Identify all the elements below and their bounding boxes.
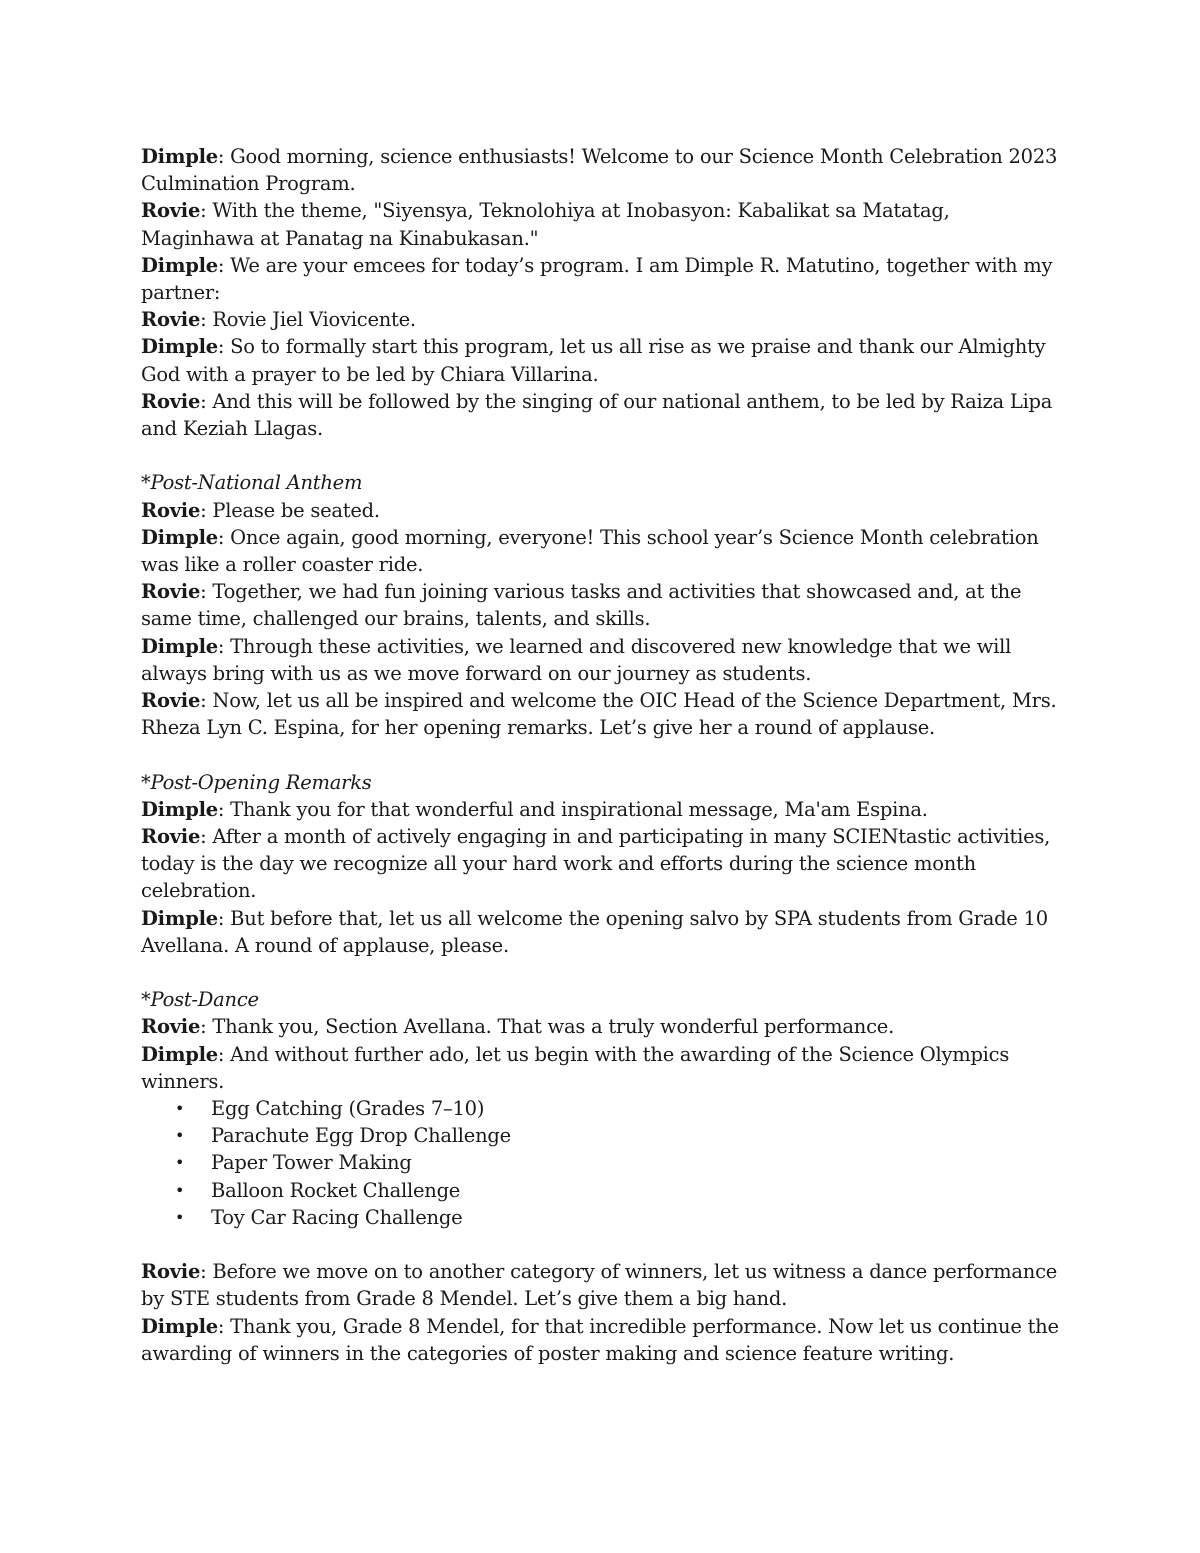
dialogue-text: : Please be seated. <box>200 498 380 522</box>
script-line <box>141 823 1061 905</box>
event-name: Egg Catching (Grades 7–10) <box>211 1097 485 1121</box>
list-item <box>141 1177 1061 1204</box>
stage-cue: *Post-National Anthem <box>141 471 363 495</box>
bullet-icon: • <box>175 1099 185 1119</box>
dialogue-text: : And this will be followed by the singing of our national anthem, to be led by Raiza Lipa and Keziah Llagas. <box>141 389 1053 441</box>
speaker-name: Rovie <box>141 389 201 413</box>
event-name: Balloon Rocket Challenge <box>211 1178 461 1202</box>
paragraph-gap <box>141 442 1061 469</box>
bullet-icon: • <box>175 1207 185 1227</box>
list-item <box>141 1095 1061 1122</box>
speaker-name: Dimple <box>141 253 218 277</box>
event-name: Parachute Egg Drop Challenge <box>211 1124 511 1148</box>
dialogue-text: : Before we move on to another category of winners, let us witness a dance performance by STE students from Grade 8 Mendel. Let’s give them a big hand. <box>141 1260 1058 1311</box>
script-line <box>141 333 1061 387</box>
script-line <box>141 578 1061 632</box>
speaker-name: Dimple <box>141 1042 218 1066</box>
script-line <box>141 524 1061 578</box>
event-name: Toy Car Racing Challenge <box>211 1205 463 1229</box>
speaker-name: Dimple <box>141 906 218 930</box>
dialogue-text: : Once again, good morning, everyone! This school year’s Science Month celebration was like a roller coaster ride. <box>141 525 1039 577</box>
script-line <box>141 796 1061 823</box>
dialogue-text: : And without further ado, let us begin with the awarding of the Science Olympics winners. <box>141 1042 1010 1093</box>
script-line <box>141 252 1061 306</box>
speaker-name: Rovie <box>141 199 201 223</box>
list-item <box>141 1122 1061 1149</box>
dialogue-text: : But before that, let us all welcome the opening salvo by SPA students from Grade 10 Avellana. A round of applause, please. <box>141 906 1048 957</box>
dialogue-text: : We are your emcees for today’s program. I am Dimple R. Matutino, together with my partner: <box>141 253 1053 305</box>
script-line <box>141 497 1061 524</box>
stage-cue: *Post-Dance <box>141 988 259 1012</box>
script-line <box>141 905 1061 959</box>
script-line <box>141 306 1061 333</box>
dialogue-text: : Thank you, Section Avellana. That was a truly wonderful performance. <box>200 1015 895 1039</box>
dialogue-text: : Together, we had fun joining various tasks and activities that showcased and, at the same time, challenged our brains, talents, and skills. <box>141 580 1022 631</box>
speaker-name: Rovie <box>141 498 201 522</box>
paragraph-gap <box>141 959 1061 986</box>
script-line <box>141 687 1061 741</box>
speaker-name: Dimple <box>141 797 218 821</box>
script-line <box>141 633 1061 687</box>
stage-cue: *Post-Opening Remarks <box>141 770 372 794</box>
speaker-name: Dimple <box>141 335 218 359</box>
script-line <box>141 1313 1061 1367</box>
bullet-icon: • <box>175 1153 185 1173</box>
script-line <box>141 197 1061 251</box>
speaker-name: Dimple <box>141 525 218 549</box>
script-line <box>141 1258 1061 1312</box>
speaker-name: Rovie <box>141 1260 201 1284</box>
event-name: Paper Tower Making <box>211 1151 412 1175</box>
bullet-icon: • <box>175 1180 185 1200</box>
dialogue-text: : Thank you for that wonderful and inspirational message, Ma'am Espina. <box>217 797 928 821</box>
speaker-name: Rovie <box>141 580 201 604</box>
speaker-name: Rovie <box>141 308 201 332</box>
list-item <box>141 1149 1061 1176</box>
script-line <box>141 388 1061 442</box>
list-item <box>141 1204 1061 1231</box>
events-list <box>141 1095 1061 1231</box>
bullet-icon: • <box>175 1126 185 1146</box>
paragraph-gap <box>141 741 1061 768</box>
paragraph-gap <box>141 1231 1061 1258</box>
speaker-name: Rovie <box>141 689 201 713</box>
script-line <box>141 143 1061 197</box>
speaker-name: Dimple <box>141 1314 218 1338</box>
speaker-name: Rovie <box>141 825 201 849</box>
script-line <box>141 1041 1061 1095</box>
dialogue-text: : So to formally start this program, let us all rise as we praise and thank our Almighty God with a prayer to be led by Chiara Villarina. <box>141 335 1046 386</box>
dialogue-text: : Through these activities, we learned and discovered new knowledge that we will always bring with us as we move forward on our journey as students. <box>141 634 1012 685</box>
speaker-name: Rovie <box>141 1015 201 1039</box>
script-line <box>141 1013 1061 1040</box>
speaker-name: Dimple <box>141 634 218 658</box>
dialogue-text: : Now, let us all be inspired and welcome the OIC Head of the Science Department, Mrs. Rheza Lyn C. Espina, for her opening remarks. Let’s give her a round of applause. <box>141 689 1057 740</box>
dialogue-text: : Rovie Jiel Viovicente. <box>200 308 416 332</box>
script-content <box>141 143 1061 1367</box>
speaker-name: Dimple <box>141 145 218 168</box>
dialogue-text: : Good morning, science enthusiasts! Welcome to our Science Month Celebration 2023 Culmination Program. <box>141 145 1058 196</box>
dialogue-text: : With the theme, "Siyensya, Teknolohiya at Inobasyon: Kabalikat sa Matatag, Maginhawa at Panatag na Kinabukasan." <box>141 199 950 250</box>
dialogue-text: : Thank you, Grade 8 Mendel, for that incredible performance. Now let us continue the awarding of winners in the categories of poster making and science feature writing. <box>141 1314 1059 1365</box>
dialogue-text: : After a month of actively engaging in and participating in many SCIENtastic activities, today is the day we recognize all your hard work and efforts during the science month celebration. <box>141 825 1051 903</box>
